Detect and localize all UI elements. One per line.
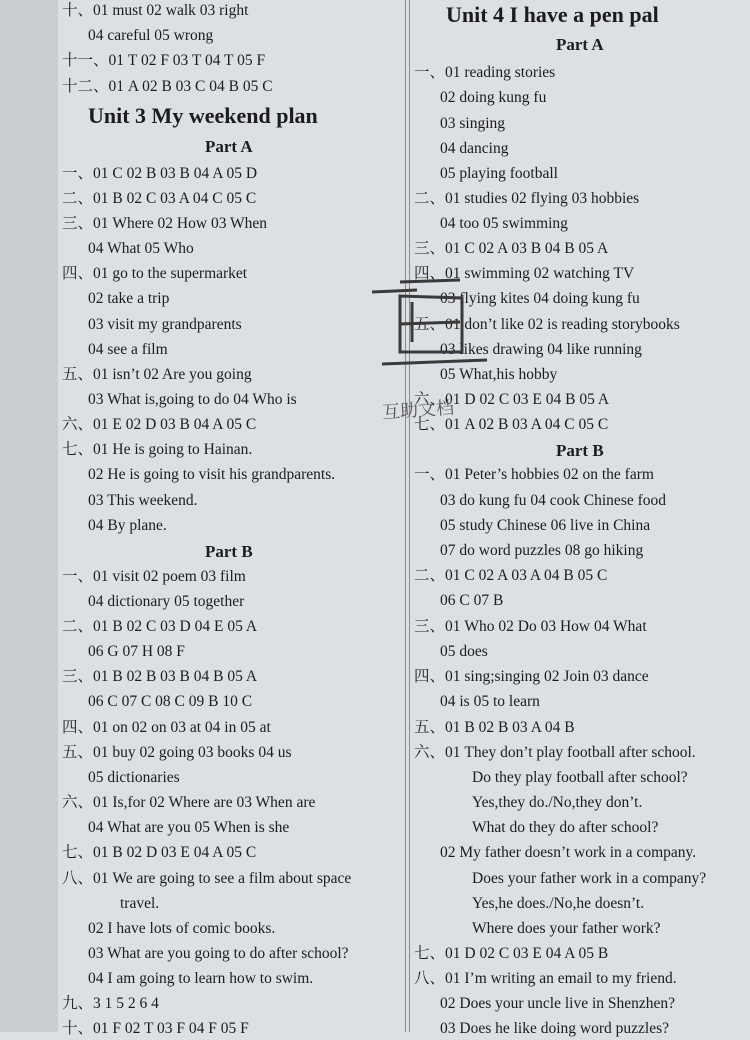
part-title: Part A xyxy=(205,137,253,156)
answer-line: 五、01 isn’t 02 Are you going xyxy=(62,366,252,383)
answer-line: 03 singing xyxy=(440,115,506,132)
answer-line: 06 C 07 C 08 C 09 B 10 C xyxy=(88,693,253,710)
answer-line: 02 Does your uncle live in Shenzhen? xyxy=(440,995,676,1012)
answer-line: 04 dancing xyxy=(440,140,509,157)
answer-line: 03 This weekend. xyxy=(88,492,198,509)
answer-line: 十一、01 T 02 F 03 T 04 T 05 F xyxy=(62,52,266,69)
answer-line: 04 I am going to learn how to swim. xyxy=(88,970,314,987)
answer-line: 四、01 on 02 on 03 at 04 in 05 at xyxy=(62,719,271,736)
answer-line: 二、01 B 02 C 03 D 04 E 05 A xyxy=(62,618,258,635)
answer-line: 四、01 swimming 02 watching TV xyxy=(414,265,635,282)
answer-line: 三、01 Where 02 How 03 When xyxy=(62,215,268,232)
answer-line: 02 doing kung fu xyxy=(440,89,547,106)
part-title: Part B xyxy=(205,542,253,561)
part-title: Part A xyxy=(556,35,604,54)
answer-line: Yes,he does./No,he doesn’t. xyxy=(472,895,645,912)
answer-line: 八、01 We are going to see a film about space xyxy=(62,870,352,887)
answer-line: 04 is 05 to learn xyxy=(440,693,540,710)
answer-line: 02 take a trip xyxy=(88,290,170,307)
answer-line: 六、01 Is,for 02 Where are 03 When are xyxy=(62,794,316,811)
answer-line: 05 dictionaries xyxy=(88,769,180,786)
answer-line: 03 What are you going to do after school? xyxy=(88,945,349,962)
answer-line: 四、01 sing;singing 02 Join 03 dance xyxy=(414,668,649,685)
part-title: Part B xyxy=(556,441,604,460)
page-margin xyxy=(0,0,58,1032)
answer-line: 二、01 C 02 A 03 A 04 B 05 C xyxy=(414,567,608,584)
answer-line: Does your father work in a company? xyxy=(472,870,707,887)
answer-line: 04 What 05 Who xyxy=(88,240,194,257)
answer-line: 06 C 07 B xyxy=(440,592,504,609)
answer-line: 07 do word puzzles 08 go hiking xyxy=(440,542,644,559)
answer-line: Yes,they do./No,they don’t. xyxy=(472,794,643,811)
answer-line: 05 playing football xyxy=(440,165,558,182)
answer-line: 02 I have lots of comic books. xyxy=(88,920,276,937)
answer-line: 三、01 Who 02 Do 03 How 04 What xyxy=(414,618,647,635)
answer-line: 03 What is,going to do 04 Who is xyxy=(88,391,297,408)
answer-line: 一、01 C 02 B 03 B 04 A 05 D xyxy=(62,165,258,182)
answer-line: 四、01 go to the supermarket xyxy=(62,265,248,282)
answer-line: 04 By plane. xyxy=(88,517,167,534)
answer-line: 八、01 I’m writing an email to my friend. xyxy=(414,970,677,987)
answer-line: 02 My father doesn’t work in a company. xyxy=(440,844,697,861)
answer-line: 六、01 They don’t play football after school. xyxy=(414,744,696,761)
answer-line: 十、01 F 02 T 03 F 04 F 05 F xyxy=(62,1020,249,1037)
answer-line: 03 likes drawing 04 like running xyxy=(440,341,642,358)
answer-line: 五、01 buy 02 going 03 books 04 us xyxy=(62,744,292,761)
answer-line: 七、01 He is going to Hainan. xyxy=(62,441,253,458)
answer-line: 05 study Chinese 06 live in China xyxy=(440,517,651,534)
answer-line: Where does your father work? xyxy=(472,920,661,937)
answer-line: 06 G 07 H 08 F xyxy=(88,643,185,660)
answer-line: 二、01 B 02 C 03 A 04 C 05 C xyxy=(62,190,257,207)
answer-line: 五、01 B 02 B 03 A 04 B xyxy=(414,719,575,736)
answer-line: 04 careful 05 wrong xyxy=(88,27,214,44)
answer-line: 三、01 B 02 B 03 B 04 B 05 A xyxy=(62,668,258,685)
answer-line: 七、01 A 02 B 03 A 04 C 05 C xyxy=(414,416,609,433)
answer-line: 七、01 D 02 C 03 E 04 A 05 B xyxy=(414,945,609,962)
answer-line: What do they do after school? xyxy=(472,819,659,836)
answer-line: 一、01 visit 02 poem 03 film xyxy=(62,568,246,585)
answer-line: 02 He is going to visit his grandparents. xyxy=(88,466,336,483)
answer-line: 04 What are you 05 When is she xyxy=(88,819,290,836)
answer-line: travel. xyxy=(120,895,160,912)
answer-line: 九、3 1 5 2 6 4 xyxy=(62,995,159,1012)
answer-line: 一、01 reading stories xyxy=(414,64,556,81)
answer-line: 十、01 must 02 walk 03 right xyxy=(62,2,249,19)
column-divider xyxy=(405,0,410,1032)
answer-line: 六、01 D 02 C 03 E 04 B 05 A xyxy=(414,391,610,408)
answer-line: 03 do kung fu 04 cook Chinese food xyxy=(440,492,667,509)
unit-title: Unit 3 My weekend plan xyxy=(88,103,318,128)
answer-line: 05 does xyxy=(440,643,488,660)
answer-line: 二、01 studies 02 flying 03 hobbies xyxy=(414,190,640,207)
answer-line: 04 dictionary 05 together xyxy=(88,593,245,610)
unit-title: Unit 4 I have a pen pal xyxy=(446,2,659,27)
answer-line: Do they play football after school? xyxy=(472,769,688,786)
watermark-text: 互助文档 xyxy=(381,397,455,423)
answer-line: 04 too 05 swimming xyxy=(440,215,568,232)
answer-line: 03 visit my grandparents xyxy=(88,316,242,333)
answer-line: 03 Does he like doing word puzzles? xyxy=(440,1020,669,1037)
answer-line: 六、01 E 02 D 03 B 04 A 05 C xyxy=(62,416,257,433)
answer-line: 04 see a film xyxy=(88,341,168,358)
answer-line: 五、01 don’t like 02 is reading storybooks xyxy=(414,316,680,333)
answer-line: 七、01 B 02 D 03 E 04 A 05 C xyxy=(62,844,257,861)
answer-line: 一、01 Peter’s hobbies 02 on the farm xyxy=(414,466,654,483)
answer-line: 十二、01 A 02 B 03 C 04 B 05 C xyxy=(62,78,273,95)
answer-line: 03 flying kites 04 doing kung fu xyxy=(440,290,640,307)
answer-line: 三、01 C 02 A 03 B 04 B 05 A xyxy=(414,240,609,257)
answer-line: 05 What,his hobby xyxy=(440,366,558,383)
